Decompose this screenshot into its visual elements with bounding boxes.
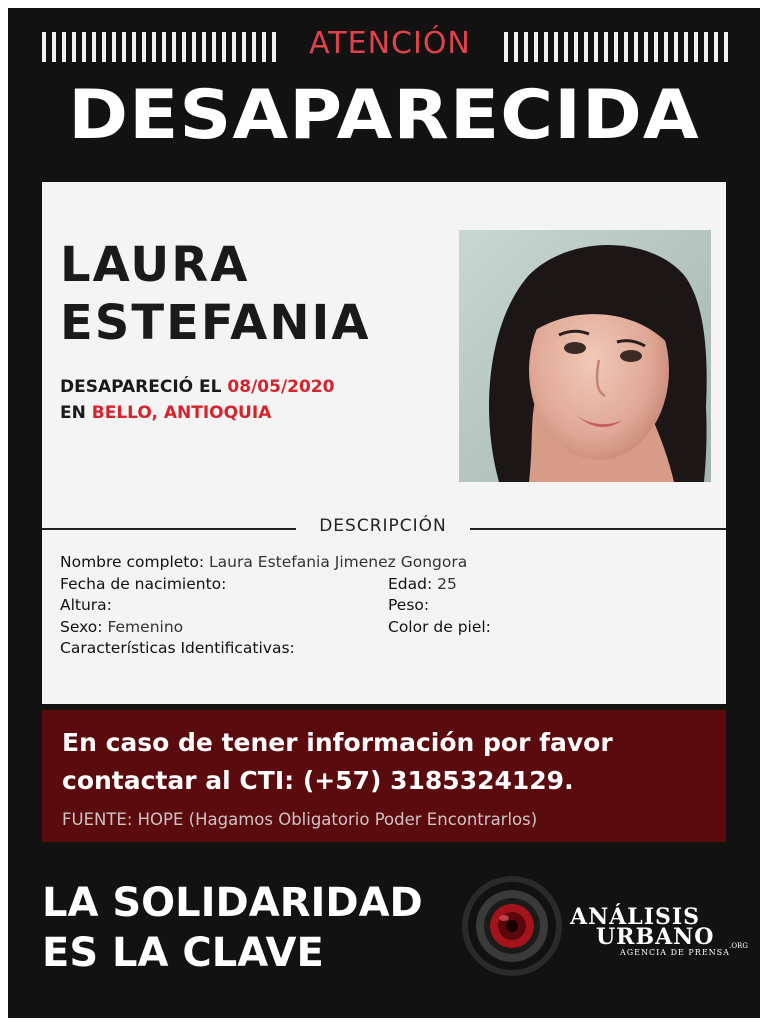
contact-text	[62, 724, 712, 800]
disappearance-date: 08/05/2020	[227, 377, 335, 397]
person-photo-illustration	[459, 230, 711, 482]
slogan	[42, 878, 423, 978]
disappearance-info	[60, 374, 334, 426]
missing-person-poster	[8, 8, 760, 1018]
weight-label: Peso:	[388, 596, 430, 614]
field-row-height-weight	[60, 595, 710, 617]
person-photo	[459, 230, 711, 482]
field-row-sex-skin	[60, 617, 710, 639]
person-name	[60, 236, 371, 352]
contact-line1: En caso de tener información por favor	[62, 728, 613, 757]
logo-line3: AGENCIA DE PRENSA	[620, 948, 730, 957]
divider-left	[42, 528, 296, 530]
slogan-line2: ES LA CLAVE	[42, 930, 324, 976]
age-label: Edad:	[388, 574, 433, 593]
disappearance-place: BELLO, ANTIOQUIA	[91, 403, 272, 423]
logo-line2	[596, 924, 748, 950]
logo-sup: .ORG	[729, 942, 748, 950]
contact-line2: contactar al CTI: (+57) 3185324129.	[62, 766, 574, 795]
person-name-line1: LAURA	[60, 237, 250, 293]
place-prefix: EN	[60, 403, 92, 423]
field-row-birth-age	[60, 574, 710, 596]
full-name-label: Nombre completo:	[60, 553, 205, 571]
birth-label: Fecha de nacimiento:	[60, 574, 227, 593]
source-note: FUENTE: HOPE (Hagamos Obligatorio Poder Encontrarlos)	[62, 810, 538, 829]
headline: DESAPARECIDA	[68, 76, 700, 155]
attention-label: ATENCIÓN	[309, 26, 471, 61]
slogan-line1: LA SOLIDARIDAD	[42, 880, 423, 926]
divider-right	[470, 528, 726, 530]
contact-box	[42, 710, 726, 842]
features-label: Características Identificativas:	[60, 639, 295, 657]
sex-label: Sexo:	[60, 617, 103, 636]
header-stripes-left	[42, 32, 276, 62]
disappeared-prefix: DESAPARECIÓ EL	[60, 377, 228, 397]
description-header	[42, 516, 726, 540]
description-title: DESCRIPCIÓN	[319, 516, 447, 536]
height-label: Altura:	[60, 596, 112, 614]
full-name-value: Laura Estefania Jimenez Gongora	[209, 553, 468, 571]
brand-logo-text	[570, 904, 748, 957]
field-row-full-name	[60, 552, 710, 574]
camera-lens-logo-icon	[460, 874, 564, 978]
logo-line2-text: URBANO	[596, 924, 715, 950]
info-card	[42, 182, 726, 704]
skin-label: Color de piel:	[388, 617, 491, 636]
logo-line1: ANÁLISIS	[570, 904, 701, 930]
description-fields	[60, 552, 710, 660]
person-name-line2: ESTEFANIA	[60, 295, 371, 351]
field-row-features	[60, 638, 710, 660]
sex-value: Femenino	[107, 617, 184, 636]
age-value: 25	[437, 574, 457, 593]
header-stripes-right	[504, 32, 730, 62]
